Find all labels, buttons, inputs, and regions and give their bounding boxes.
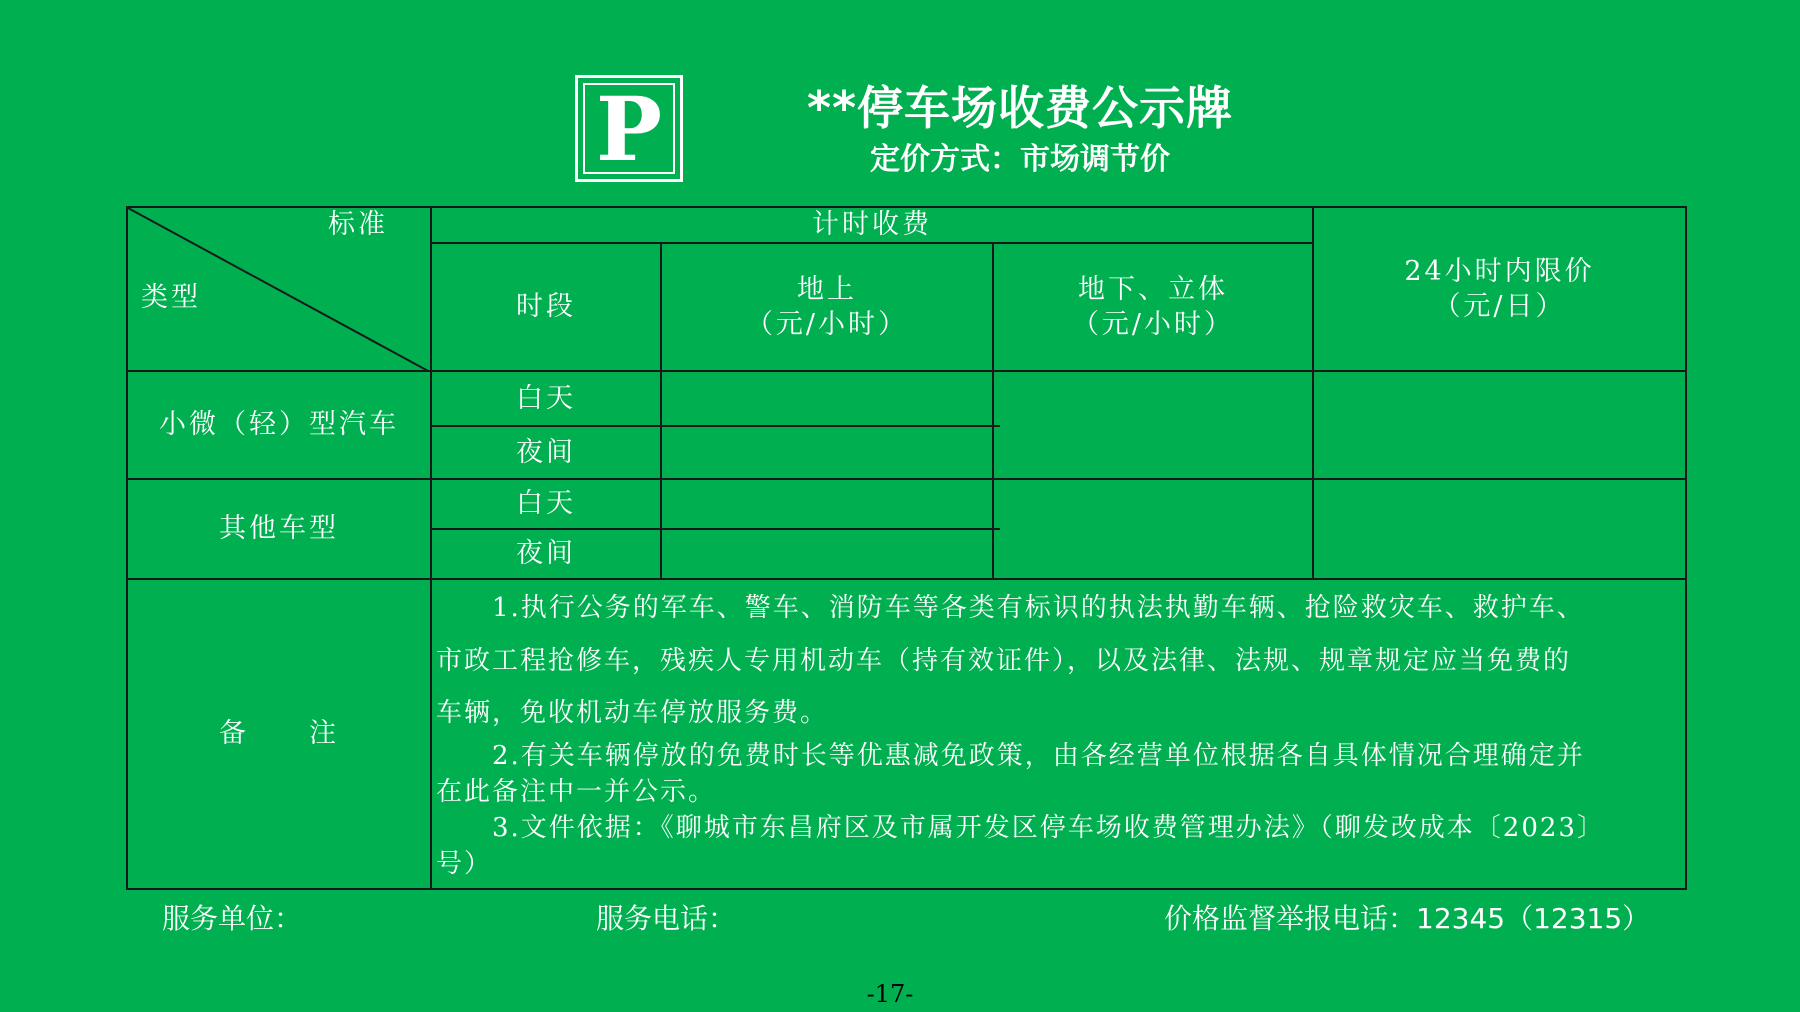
remarks-line: 在此备注中一并公示。: [436, 777, 717, 807]
header-timed-fee: 计时收费: [812, 209, 932, 241]
header-period: 时段: [516, 291, 576, 323]
remarks-line: 2.有关车辆停放的免费时长等优惠减免政策，由各经营单位根据各自具体情况合理确定并: [436, 741, 1585, 771]
page-number: -17-: [866, 980, 914, 1008]
remarks-line: 车辆，免收机动车停放服务费。: [436, 698, 829, 728]
parking-logo: [575, 75, 683, 182]
header-ground-unit: （元/小时）: [745, 309, 909, 340]
service-unit-label: 服务单位：: [162, 902, 303, 935]
row-other-day: 白天: [516, 488, 576, 520]
price-report-phone: 价格监督举报电话：12345（12315）: [1164, 902, 1651, 935]
remarks-label: 备 注: [219, 718, 339, 750]
row-small-car-day: 白天: [516, 382, 576, 414]
remarks-content: [436, 582, 1686, 882]
header-ground: [662, 244, 992, 370]
row-other-night: 夜间: [516, 538, 576, 570]
header-standard: 标准: [328, 209, 388, 241]
header-underground-unit: （元/小时）: [1071, 309, 1235, 340]
fee-table: [126, 206, 1687, 890]
header-underground-label: 地下、立体: [1078, 273, 1228, 305]
parking-p-icon: P: [583, 83, 675, 174]
service-phone-label: 服务电话：: [596, 902, 737, 935]
header-daily-limit: [1314, 208, 1685, 370]
header-daily-limit-label: 24小时内限价: [1404, 255, 1595, 287]
remarks-line: 1.执行公务的军车、警车、消防车等各类有标识的执法执勤车辆、抢险救灾车、救护车、: [436, 593, 1585, 623]
header-underground: [994, 244, 1312, 370]
pricing-method: 定价方式：市场调节价: [870, 142, 1170, 177]
header-type: 类型: [141, 282, 201, 314]
row-small-car-night: 夜间: [516, 436, 576, 468]
remarks-line: 市政工程抢修车，残疾人专用机动车（持有效证件），以及法律、法规、规章规定应当免费的: [436, 646, 1572, 676]
header-daily-limit-unit: （元/日）: [1433, 291, 1566, 322]
remarks-line: 号）: [436, 849, 493, 879]
page-title: **停车场收费公示牌: [806, 81, 1234, 135]
row-other-type: 其他车型: [219, 513, 339, 545]
remarks-line: 3.文件依据：《聊城市东昌府区及市属开发区停车场收费管理办法》（聊发改成本〔2023〕: [436, 813, 1605, 843]
header-ground-label: 地上: [797, 273, 857, 305]
row-small-car-type: 小微（轻）型汽车: [159, 409, 399, 441]
